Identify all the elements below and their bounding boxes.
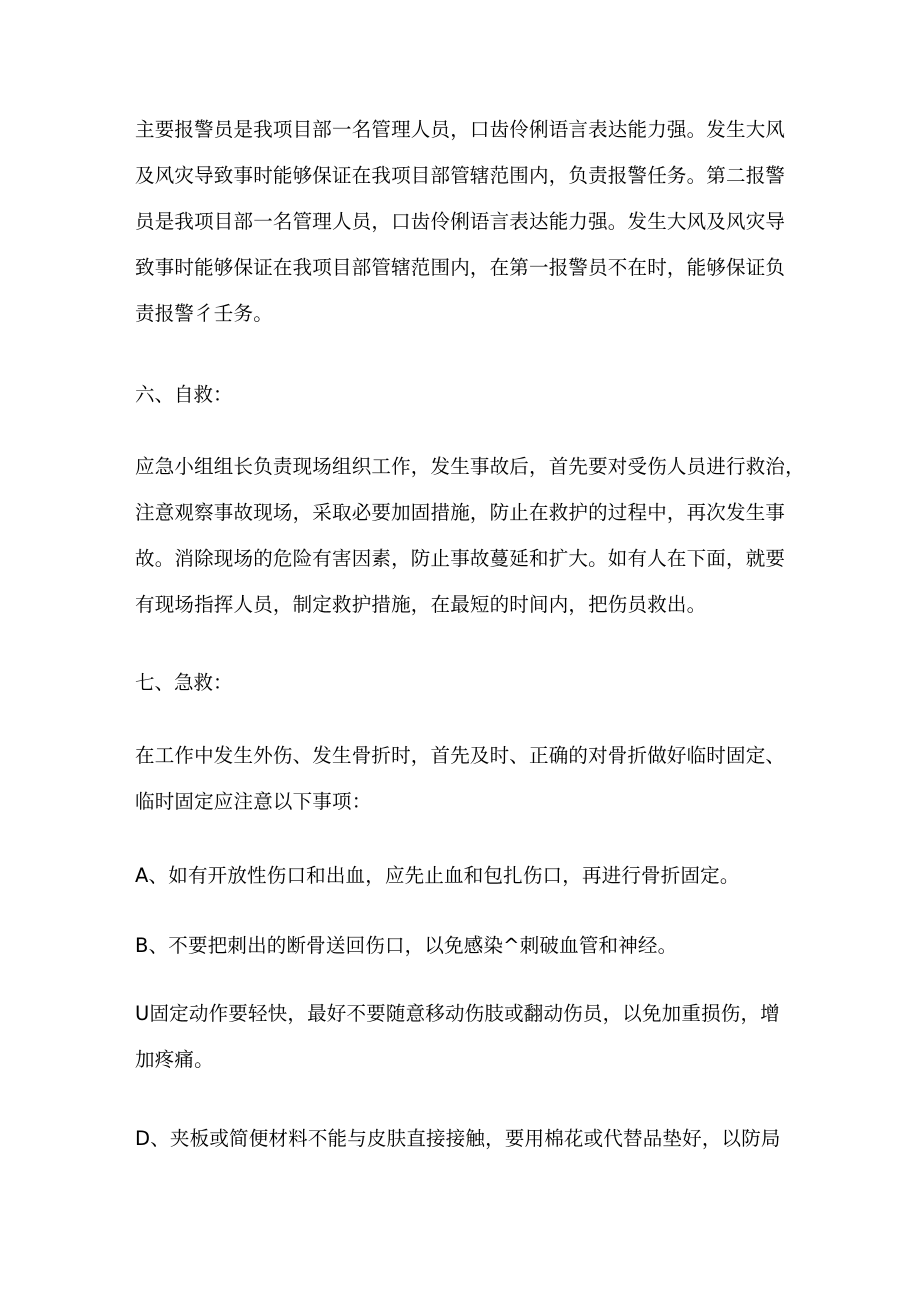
- text-line: 故。消除现场的危险有害因素，防止事故蔓延和扩大。如有人在下面，就要: [135, 547, 786, 570]
- text-line: 注意观察事故现场，采取必要加固措施，防止在救护的过程中，再次发生事: [135, 501, 786, 524]
- text-line: 应急小组组长负责现场组织工作，发生事故后，首先要对受伤人员进行救治，: [135, 455, 805, 478]
- list-item-c: [135, 991, 807, 1083]
- section-heading-first-aid: 七、急救：: [135, 671, 233, 694]
- text-line: 责报警彳壬务。: [135, 302, 273, 325]
- paragraph-self-rescue: [135, 444, 807, 628]
- list-item-b: [135, 923, 807, 969]
- text-line: 在工作中发生外伤、发生骨折时，首先及时、正确的对骨折做好临时固定、: [135, 744, 786, 767]
- list-item-a: [135, 853, 807, 899]
- text-line: 加疼痛。: [135, 1048, 214, 1071]
- text-line: D、夹板或简便材料不能与皮肤直接接触，要用棉花或代替品垫好，以防局: [135, 1127, 781, 1150]
- paragraph-fracture-fixation: [135, 733, 807, 825]
- text-line: 及风灾导致事时能够保证在我项目部管辖范围内，负责报警任务。第二报警: [135, 164, 786, 187]
- section-heading-self-rescue: 六、自救：: [135, 383, 233, 406]
- text-line: 临时固定应注意以下事项：: [135, 790, 372, 813]
- text-line: A、如有开放性伤口和出血，应先止血和包扎伤口，再进行骨折固定。: [135, 864, 740, 887]
- text-line: 主要报警员是我项目部一名管理人员，口齿伶俐语言表达能力强。发生大风: [135, 118, 786, 141]
- list-item-d: [135, 1116, 807, 1162]
- text-line: 致事时能够保证在我项目部管辖范围内，在第一报警员不在时，能够保证负: [135, 256, 786, 279]
- text-line: U固定动作要轻快，最好不要随意移动伤肢或翻动伤员，以免加重损伤，增: [135, 1002, 780, 1025]
- text-line: 员是我项目部一名管理人员，口齿伶俐语言表达能力强。发生大风及风灾导: [135, 210, 786, 233]
- text-line: B、不要把刺出的断骨送回伤口，以免感染^刺破血管和神经。: [135, 934, 678, 957]
- paragraph-alarm-personnel: [135, 107, 807, 337]
- text-line: 有现场指挥人员，制定救护措施，在最短的时间内，把伤员救出。: [135, 593, 707, 616]
